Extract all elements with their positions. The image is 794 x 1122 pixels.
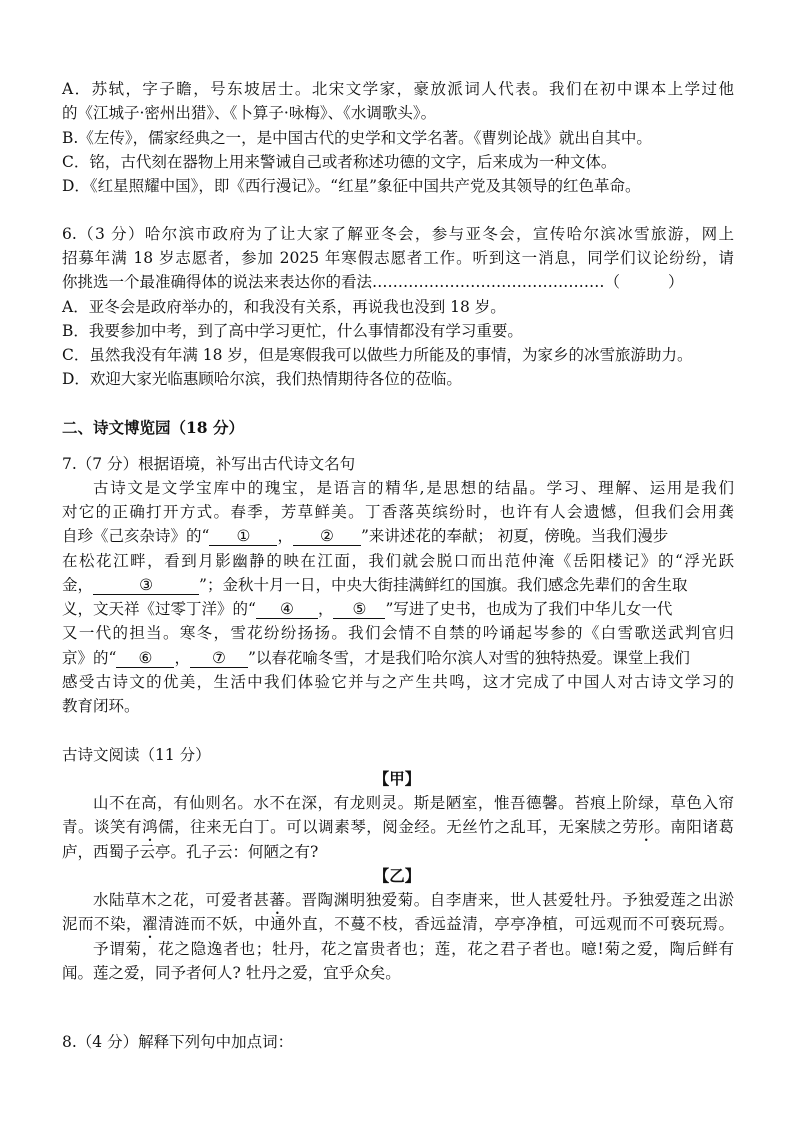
blank-2[interactable]: ② [293, 527, 361, 546]
jia-seg: 儒，往来无白丁。可以调素琴，阅金经。无丝竹之乱耳，无案牍之劳 [158, 818, 639, 836]
q7-para-line2: 对它的正确打开方式。春季，芳草鲜美。丁香落英缤纷时，也许有人会遗憾，但我们会用龚 [62, 503, 734, 521]
q6-stem-line1: 6.（3 分）哈尔滨市政府为了让大家了解亚冬会，参与亚冬会，宣传哈尔滨冰雪旅游，网上 [62, 225, 734, 243]
jia-seg: 青。谈笑有 [62, 818, 143, 836]
q5-option-d: D．《红星照耀中国》，即《西行漫记》。“红星”象征中国共产党及其领导的红色革命。 [62, 177, 641, 195]
q7-text-seg: 义，文天祥《过零丁洋》的“ [62, 600, 256, 618]
q7-text-seg: 京》的“ [62, 649, 117, 667]
blank-4[interactable]: ④ [256, 600, 318, 619]
blank-5[interactable]: ⑤ [333, 600, 385, 619]
q6-option-b: B．我要参加中考，到了高中学习更忙，什么事情都没有学习重要。 [62, 322, 523, 340]
q5-option-c: C．铭，古代刻在器物上用来警诫自己或者称述功德的文字，后来成为一种文体。 [62, 153, 617, 171]
passage-jia-label: 【甲】 [373, 769, 421, 788]
q7-para-line3 [62, 524, 734, 548]
dotted-word: 蕃 [269, 891, 286, 909]
q5-option-a-line1: A．苏轼，字子瞻，号东坡居士。北宋文学家，豪放派词人代表。我们在初中课本上学过他 [62, 80, 734, 98]
q7-text-seg: ”以春花喻冬雪，才是我们哈尔滨人对雪的独特热爱。课堂上我们 [247, 649, 690, 667]
q7-para-line5 [62, 573, 734, 597]
blank-1[interactable]: ① [209, 527, 277, 546]
passage-yi-label: 【乙】 [373, 866, 421, 885]
blank-3[interactable]: ③ [93, 576, 199, 595]
yi-line4: 闻。莲之爱，同予者何人? 牡丹之爱，宜乎众矣。 [62, 964, 401, 982]
q6-option-c: C．虽然我没有年满 18 岁，但是寒假我可以做些力所能及的事情，为家乡的冰雪旅游助力。 [62, 346, 693, 364]
jia-seg: 。南阳诸葛 [654, 818, 734, 836]
reading-title: 古诗文阅读（11 分） [62, 746, 211, 764]
blank-7[interactable]: ⑦ [190, 649, 248, 668]
q7-text-seg: 自珍《己亥杂诗》的“ [62, 527, 210, 545]
q7-title: 7.（7 分）根据语境，补写出古代诗文名句 [62, 455, 356, 473]
q7-para-line6 [62, 597, 734, 621]
dotted-word: 鸿 [142, 818, 159, 836]
q6-stem-text: 你挑选一个最准确得体的说法来表达你的看法……………………………………… [62, 273, 605, 291]
q6-stem-line3 [62, 270, 734, 294]
q6-option-a: A．亚冬会是政府举办的，和我没有关系，再说我也没到 18 岁。 [62, 298, 506, 316]
answer-paren-close: ） [668, 273, 684, 291]
q8-title: 8.（4 分）解释下列句中加点词： [62, 1033, 294, 1051]
q7-para-line8 [62, 646, 734, 670]
dotted-word: 形 [638, 818, 655, 836]
q5-option-b: B.《左传》，儒家经典之一，是中国古代的史学和文学名著。《曹刿论战》就出自其中。 [62, 129, 652, 147]
q7-para-line7: 又一代的担当。寒冬，雪花纷纷扬扬。我们会情不自禁的吟诵起岑参的《白雪歌送武判官归 [62, 624, 734, 642]
q7-text-seg: ， [277, 527, 293, 545]
q7-text-seg: ， [174, 649, 190, 667]
jia-line3: 庐，西蜀子云亭。孔子云：何陋之有? [62, 843, 319, 861]
q6-option-d: D．欢迎大家光临惠顾哈尔滨，我们热情期待各位的莅临。 [62, 370, 462, 388]
q7-text-seg: ”；金秋十月一日，中央大街挂满鲜红的国旗。我们感念先辈们的舍生取 [199, 576, 688, 594]
yi-seg: 清涟而不妖，中通外直，不蔓不枝，香远益清，亭亭净植，可远观而不可亵玩焉。 [158, 915, 734, 933]
yi-seg: 。晋陶渊明独爱菊。自李唐来，世人甚爱牡丹。予独爱莲之出淤 [285, 891, 734, 909]
q7-text-seg: ， [317, 600, 334, 618]
q7-text-seg: ”写进了史书，也成为了我们中华儿女一代 [385, 600, 673, 618]
q7-para-line1: 古诗文是文学宝库中的瑰宝，是语言的精华,是思想的结晶。学习、理解、运用是我们 [93, 479, 734, 497]
blank-6[interactable]: ⑥ [116, 649, 174, 668]
yi-seg: 泥而不染， [62, 915, 143, 933]
q7-para-line4: 在松花江畔，看到月影幽静的映在江面，我们就会脱口而出范仲淹《岳阳楼记》的“浮光跃 [62, 552, 734, 570]
yi-seg: 水陆草木之花，可爱者甚 [93, 891, 270, 909]
q6-stem-line2: 招募年满 18 岁志愿者，参加 2025 年寒假志愿者工作。听到这一消息，同学们议论纷纷，请 [62, 249, 734, 267]
jia-line1: 山不在高，有仙则名。水不在深，有龙则灵。斯是陋室，惟吾德馨。苔痕上阶绿，草色入帘 [93, 794, 734, 812]
q7-text-seg: ”来讲述花的奉献； 初夏，傍晚。当我们漫步 [360, 527, 669, 545]
q7-para-line10: 教育闭环。 [62, 697, 140, 715]
section-title: 二、诗文博览园（18 分） [62, 418, 244, 437]
dotted-word: 濯 [142, 915, 159, 933]
answer-paren-open: （ [604, 273, 621, 291]
q7-para-line9: 感受古诗文的优美，生活中我们体验它并与之产生共鸣，这才完成了中国人对古诗文学习的 [62, 673, 734, 691]
q5-option-a-line2: 的《江城子·密州出猎》、《卜算子·咏梅》、《水调歌头》。 [62, 104, 437, 122]
q7-text-seg: 金， [62, 576, 94, 594]
yi-line3: 予谓菊，花之隐逸者也；牡丹，花之富贵者也；莲，花之君子者也。噫!菊之爱，陶后鲜有 [93, 940, 734, 958]
